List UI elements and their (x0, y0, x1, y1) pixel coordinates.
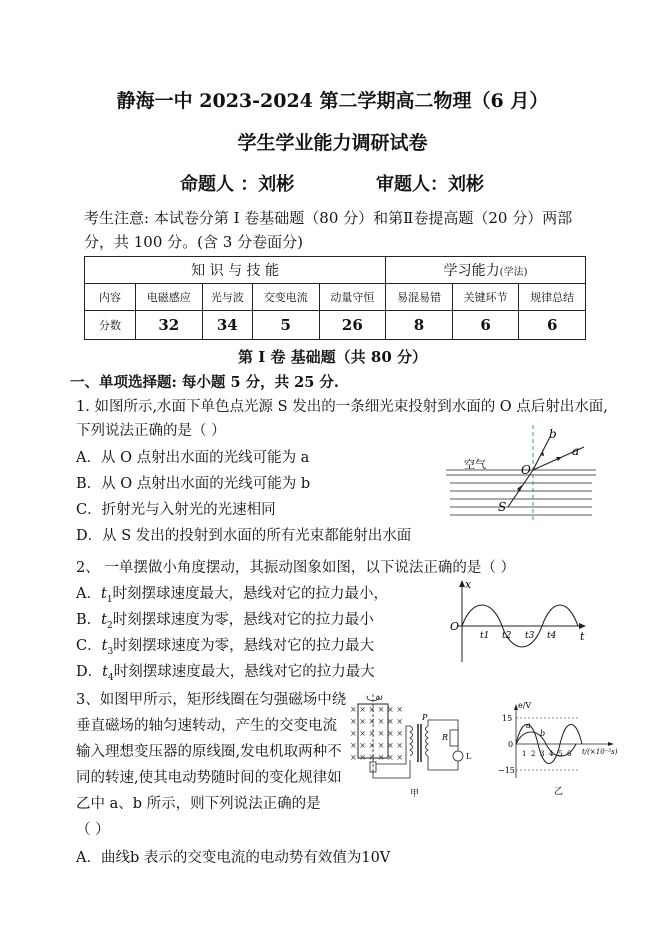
q3-line3: 输入理想变压器的原线圈,发电机取两种不 (76, 744, 342, 760)
notice-line1: 考生注意: 本试卷分第 I 卷基础题（80 分）和第Ⅱ卷提高题（20 分）两部 (84, 209, 573, 227)
tick: 1 (522, 750, 527, 758)
col-name: 动量守恒 (319, 284, 386, 311)
part1-heading: 一、单项选择题: 每小题 5 分，共 25 分. (70, 374, 339, 391)
section-title: 第 I 卷 基础题（共 80 分） (237, 348, 427, 366)
exam-title-line2: 学生学业能力调研试卷 (237, 132, 428, 154)
q2-stem: 2、 一单摆做小角度摆动，其振动图象如图，以下说法正确的是（ ） (76, 560, 515, 576)
col-name: 电磁感应 (136, 284, 203, 311)
time-subscript: 4 (107, 672, 114, 683)
fig-jia-caption: 甲 (410, 789, 420, 799)
option-letter: C． (76, 638, 102, 654)
tick: 2 (531, 750, 536, 758)
row-label-score: 分数 (85, 311, 136, 340)
q3-line4: 同的转速,使其电动势随时间的变化规律如 (76, 770, 342, 786)
q1-refraction-figure (446, 423, 596, 523)
emf-y-label: e/V (518, 701, 532, 710)
resistor-label: R (442, 733, 449, 742)
q3-line5: 乙中 a、b 所示，则下列说法正确的是 (76, 796, 321, 812)
curve-a-label: a (526, 721, 531, 730)
ray-a-label: a (572, 444, 580, 458)
col-name: 关键环节 (452, 284, 519, 311)
tick-t1: t1 (480, 631, 490, 641)
col-score: 5 (252, 311, 319, 340)
y-neg-label: −15 (498, 766, 515, 775)
q3-line1: 3、如图甲所示，矩形线圈在匀强磁场中绕 (76, 692, 347, 708)
option-text: 时刻摆球速度最大，悬线对它的拉力最小， (112, 586, 389, 602)
col-score: 6 (452, 311, 519, 340)
group-knowledge: 知 识 与 技 能 (85, 257, 386, 284)
q2-option-d (76, 660, 375, 683)
q2-option-a (76, 582, 388, 605)
option-letter: A． (76, 586, 101, 602)
q3-emf-graph (498, 700, 628, 800)
option-text: 时刻摆球速度最大，悬线对它的拉力最大 (113, 664, 375, 680)
option-text: 时刻摆球速度为零，悬线对它的拉力最大 (113, 638, 375, 654)
q2-vibration-graph (450, 578, 590, 663)
point-s-label: S (498, 500, 507, 514)
q1-stem-2: 下列说法正确的是（ ） (76, 423, 226, 439)
slider-p-label: P (422, 713, 428, 722)
q1-option-b: B．从 O 点射出水面的光线可能为 b (76, 476, 311, 492)
svg-text:× × × × × ×: × × × × × × (350, 741, 403, 750)
option-text: 时刻摆球速度为零，悬线对它的拉力最小 (112, 612, 374, 628)
svg-text:× × × × × ×: × × × × × × (350, 753, 403, 762)
tick: 5 (558, 750, 563, 758)
option-letter: D． (76, 664, 103, 680)
time-symbol: t (102, 664, 108, 680)
q3-option-a: A．曲线b 表示的交变电流的电动势有效值为10V (76, 850, 391, 866)
axis-t-label: t (580, 630, 585, 643)
col-score: 32 (136, 311, 203, 340)
col-name: 规律总结 (519, 284, 586, 311)
origin-label: 0 (508, 740, 514, 749)
q1-option-d: D．从 S 发出的投射到水面的所有光束都能射出水面 (76, 528, 412, 544)
time-subscript: 1 (106, 594, 113, 605)
row-label-content: 内容 (85, 284, 136, 311)
author-label: 命题人 ：刘彬 (180, 174, 295, 195)
option-letter: B． (76, 612, 102, 628)
q1-option-a: A．从 O 点射出水面的光线可能为 a (76, 450, 310, 466)
ray-b-label: b (549, 427, 557, 441)
air-label: 空气 (464, 458, 486, 471)
notice-line2: 分，共 100 分。(含 3 分卷面分) (84, 233, 303, 251)
time-symbol: t (101, 612, 107, 628)
group-ability-note: (学法) (499, 267, 528, 278)
exam-title-line1: 静海一中 2023-2024 第二学期高二物理（6 月） (116, 90, 549, 112)
tick: 4 (549, 750, 554, 758)
col-name: 易混易错 (386, 284, 453, 311)
omega-label: ω (376, 693, 383, 702)
col-score: 26 (319, 311, 386, 340)
tick: 6 (567, 750, 572, 758)
origin-label: O (450, 620, 460, 633)
time-symbol: t (100, 586, 107, 602)
q2-option-c (76, 634, 374, 657)
reviewer-label: 审题人：刘彬 (376, 174, 484, 195)
col-score: 6 (519, 311, 586, 340)
point-o-label: O (521, 463, 531, 477)
score-table (84, 256, 586, 340)
col-score: 34 (202, 311, 252, 340)
q3-line2: 垂直磁场的轴匀速转动，产生的交变电流 (76, 718, 337, 734)
group-ability-label: 学习能力 (443, 263, 500, 279)
fig-yi-caption: 乙 (554, 787, 564, 797)
tick-t3: t3 (525, 631, 535, 641)
svg-text:× × × × × ×: × × × × × × (350, 717, 403, 726)
axis-x-label: x (465, 578, 472, 591)
group-ability (386, 257, 586, 284)
tick-t4: t4 (547, 631, 557, 641)
tick: 3 (540, 750, 545, 758)
col-name: 光与波 (202, 284, 252, 311)
emf-x-label: t/(×10⁻²s) (582, 748, 618, 756)
time-subscript: 2 (106, 620, 113, 631)
q1-option-c: C．折射光与入射光的光速相同 (76, 502, 276, 518)
q1-stem-1: 1. 如图所示,水面下单色点光源 S 发出的一条细光束投射到水面的 O 点后射出水面, (76, 399, 608, 415)
lamp-label: L (466, 752, 472, 761)
curve-b-label: b (540, 729, 546, 738)
tick-t2: t2 (502, 631, 512, 641)
svg-text:× × × × × ×: × × × × × × (350, 729, 403, 738)
col-score: 8 (386, 311, 453, 340)
q3-generator-figure (346, 690, 486, 800)
q3-line6: （ ） (76, 822, 110, 838)
col-name: 交变电流 (252, 284, 319, 311)
time-symbol: t (101, 638, 108, 654)
y-pos-label: 15 (502, 714, 513, 723)
svg-text:× × × × × ×: × × × × × × (350, 705, 403, 714)
time-subscript: 3 (107, 646, 114, 657)
q2-option-b (76, 608, 374, 631)
